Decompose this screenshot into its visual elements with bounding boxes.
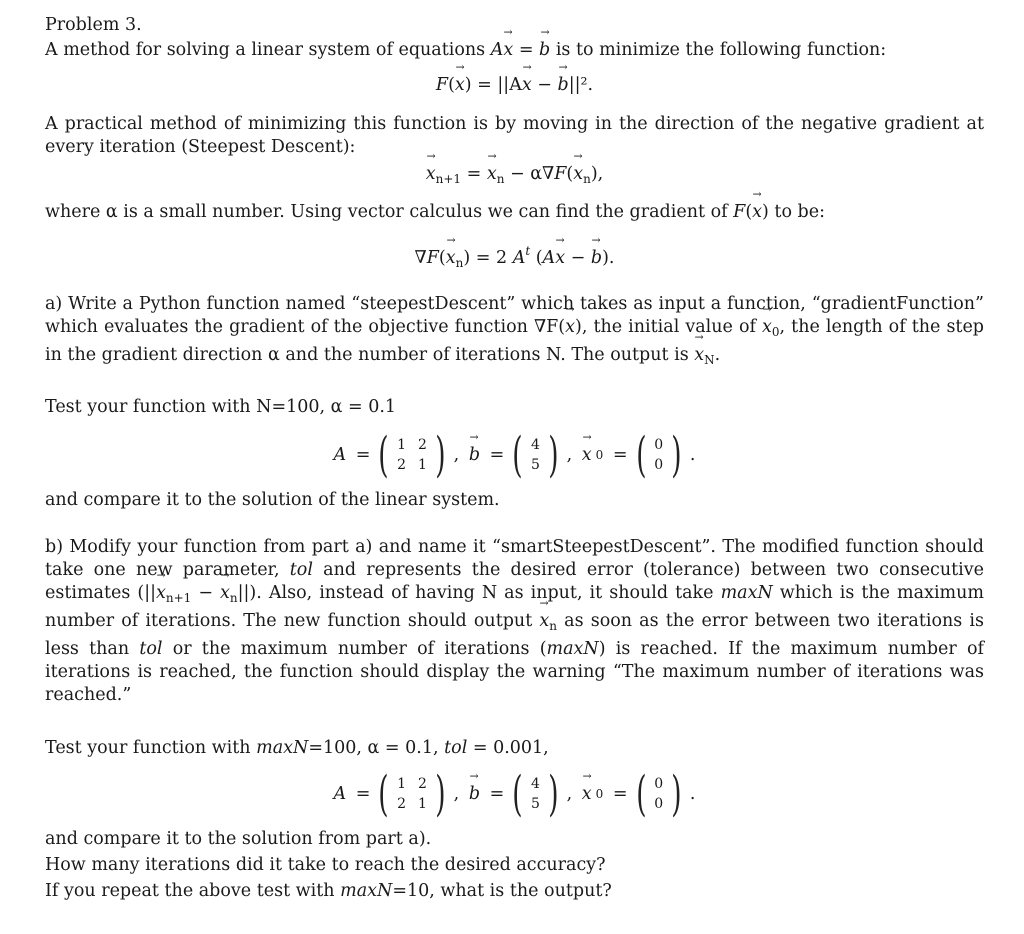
- part-a-text: a) Write a Python function named “steepestDescent” which takes as input a function, “gradientFunction” which evaluates the gradient of the objective function ∇F(→ x), the initial value of → $x_0$, the length of the step in the gradient direction α and the number of iterations N. The output is → $x_N$.: [45, 293, 984, 372]
- vector-x0: 0 0: [654, 437, 664, 473]
- test-b-text: Test your function with maxN=100, α = 0.1, tol = 0.001,: [45, 738, 549, 758]
- vector-b: 4 5: [530, 437, 540, 473]
- question-maxn-10: If you repeat the above test with maxN=10, what is the output?: [45, 881, 612, 901]
- iteration-equation: → $x_{n+1}$ = → $x_n - \alpha\nabla F(\to x_n)$,: [45, 163, 984, 191]
- problem-title: Problem 3.: [45, 15, 142, 35]
- compare-b-text: and compare it to the solution from part a).: [45, 829, 432, 849]
- vector-x0-b: 0 0: [654, 776, 664, 812]
- matrix-a-b: 1 2 2 1: [397, 776, 427, 812]
- part-b-text: b) Modify your function from part a) and name it “smartSteepestDescent”. The modified function should take one new parameter, tol and represents the desired error (tolerance) between two consecutive estimates (||→ $x_{n+1}$ − → $x_n||$). Also, instead of having N as input, it should take maxN which is the maximum number of iterations. The new function should output → $x_n$ as soon as the error between two iterations is less than tol or the maximum number of iterations (maxN) is reached. If the maximum number of iterations is reached, the function should display the warning “The maximum number of iterations was reached.”: [45, 536, 984, 707]
- matrix-equation-b: A = ( 1 2 2 1 ) , → b = ( 4 5 ) , → x 0 = ( 0 0 ) .: [45, 770, 984, 818]
- practical-text: A practical method of minimizing this function is by moving in the direction of the negative gradient at every iteration (Steepest Descent):: [45, 114, 984, 157]
- where-text: where α is a small number. Using vector calculus we can find the gradient of F(→ x) to be:: [45, 201, 984, 224]
- objective-equation: F(→ x) = ||A→ x − → b||².: [45, 74, 984, 97]
- question-iterations: How many iterations did it take to reach the desired accuracy?: [45, 855, 606, 875]
- matrix-a: 1 2 2 1: [397, 437, 427, 473]
- test-a-text: Test your function with N=100, α = 0.1: [45, 397, 397, 417]
- gradient-equation: $\nabla F(\to x_n) = 2$ $A^t$ (A→ x − → b).: [45, 240, 984, 275]
- matrix-equation-a: A = ( 1 2 2 1 ) , → b = ( 4 5 ) , → x 0 = ( 0 0 ) .: [45, 431, 984, 479]
- intro-text: A method for solving a linear system of equations A→ x = → b is to minimize the following function:: [45, 39, 984, 62]
- compare-a-text: and compare it to the solution of the linear system.: [45, 490, 500, 510]
- vector-b-b: 4 5: [530, 776, 540, 812]
